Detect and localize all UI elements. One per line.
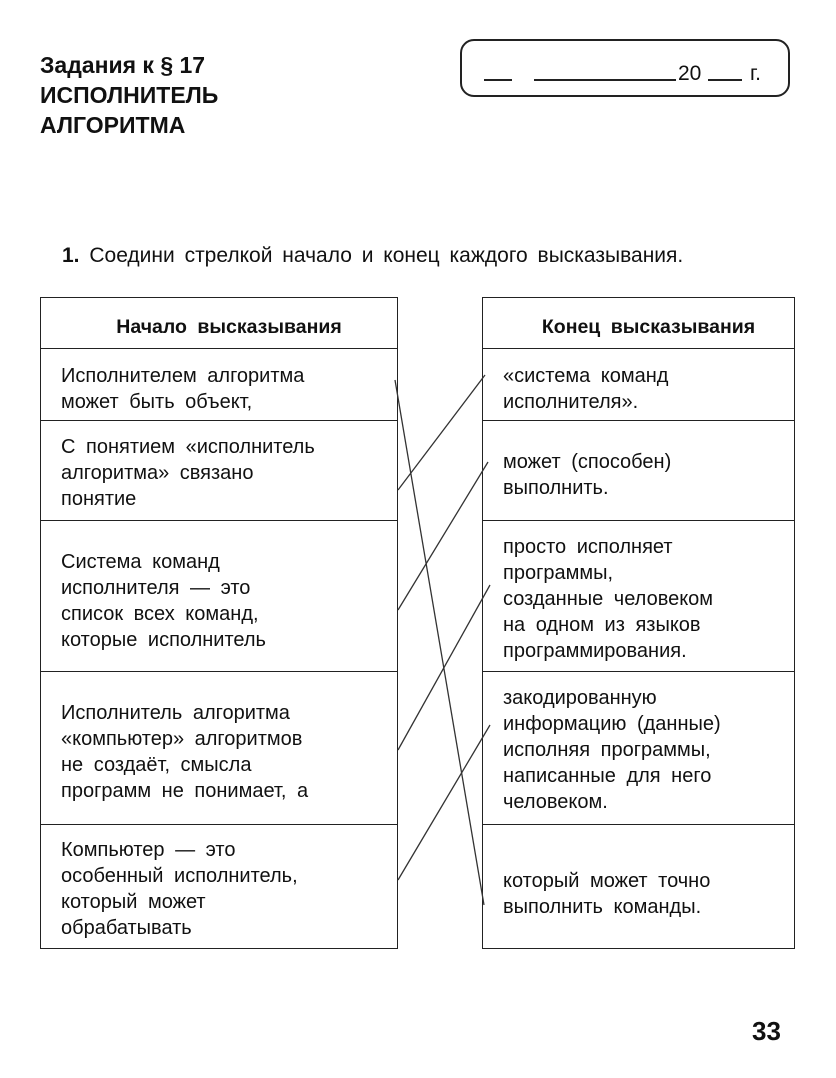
heading-line-1: Задания к § 17 [40,52,206,78]
cell-line: который может точно [503,870,711,892]
cell-line: программы, [503,562,614,584]
cell-line: алгоритма» связано [61,462,254,484]
left-cell-2[interactable] [41,421,397,521]
assignment-heading [40,50,218,140]
connector-line [398,462,488,610]
year-suffix: г. [750,62,761,85]
cell-line: выполнить. [503,477,609,499]
cell-line: С понятием «исполнитель [61,436,315,458]
cell-line: человеком. [503,791,608,813]
month-blank[interactable] [534,79,676,81]
cell-line: исполнителя — это [61,577,251,599]
cell-line: программирования. [503,640,687,662]
cell-line: программ не понимает, а [61,780,309,802]
left-column-table [40,297,398,949]
right-cell-2[interactable] [483,421,794,521]
cell-line: не создаёт, смысла [61,754,252,776]
task-number: 1. [62,244,80,267]
heading-line-2: ИСПОЛНИТЕЛЬ [40,82,219,108]
cell-line: исполнителя». [503,391,639,413]
day-blank[interactable] [484,79,512,81]
year-prefix: 20 [678,62,702,85]
cell-line: обрабатывать [61,917,192,939]
cell-line: которые исполнитель [61,629,266,651]
cell-line: список всех команд, [61,603,259,625]
cell-line: Исполнитель алгоритма [61,702,290,724]
right-column-table [482,297,795,949]
cell-line: «система команд [503,365,669,387]
cell-line: выполнить команды. [503,896,702,918]
cell-line: Система команд [61,551,220,573]
right-cell-1[interactable] [483,349,794,421]
connector-line [395,380,484,905]
cell-line: понятие [61,488,137,510]
heading-line-3: АЛГОРИТМА [40,112,186,138]
task-text: Соедини стрелкой начало и конец каждого высказывания. [89,244,684,267]
connector-line [398,725,490,880]
year-blank[interactable] [708,79,742,81]
left-cell-3[interactable] [41,521,397,672]
left-cell-1[interactable] [41,349,397,421]
cell-line: информацию (данные) [503,713,721,735]
cell-line: исполняя программы, [503,739,711,761]
left-column-header: Начало высказывания [41,298,397,349]
page-number: 33 [752,1016,781,1046]
cell-line: «компьютер» алгоритмов [61,728,303,750]
cell-line: закодированную [503,687,657,709]
right-cell-5[interactable] [483,825,794,947]
cell-line: особенный исполнитель, [61,865,298,887]
connector-line [398,375,485,490]
connector-line [398,585,490,750]
right-cell-4[interactable] [483,672,794,825]
cell-line: который может [61,891,206,913]
left-cell-4[interactable] [41,672,397,825]
cell-line: Исполнителем алгоритма [61,365,305,387]
cell-line: Компьютер — это [61,839,236,861]
task-instruction [62,244,683,268]
cell-line: может (способен) [503,451,672,473]
cell-line: созданные человеком [503,588,714,610]
right-cell-3[interactable] [483,521,794,672]
left-cell-5[interactable] [41,825,397,947]
right-column-header: Конец высказывания [483,298,794,349]
date-box [460,39,790,97]
cell-line: просто исполняет [503,536,673,558]
cell-line: может быть объект, [61,391,253,413]
cell-line: на одном из языков [503,614,701,636]
cell-line: написанные для него [503,765,712,787]
